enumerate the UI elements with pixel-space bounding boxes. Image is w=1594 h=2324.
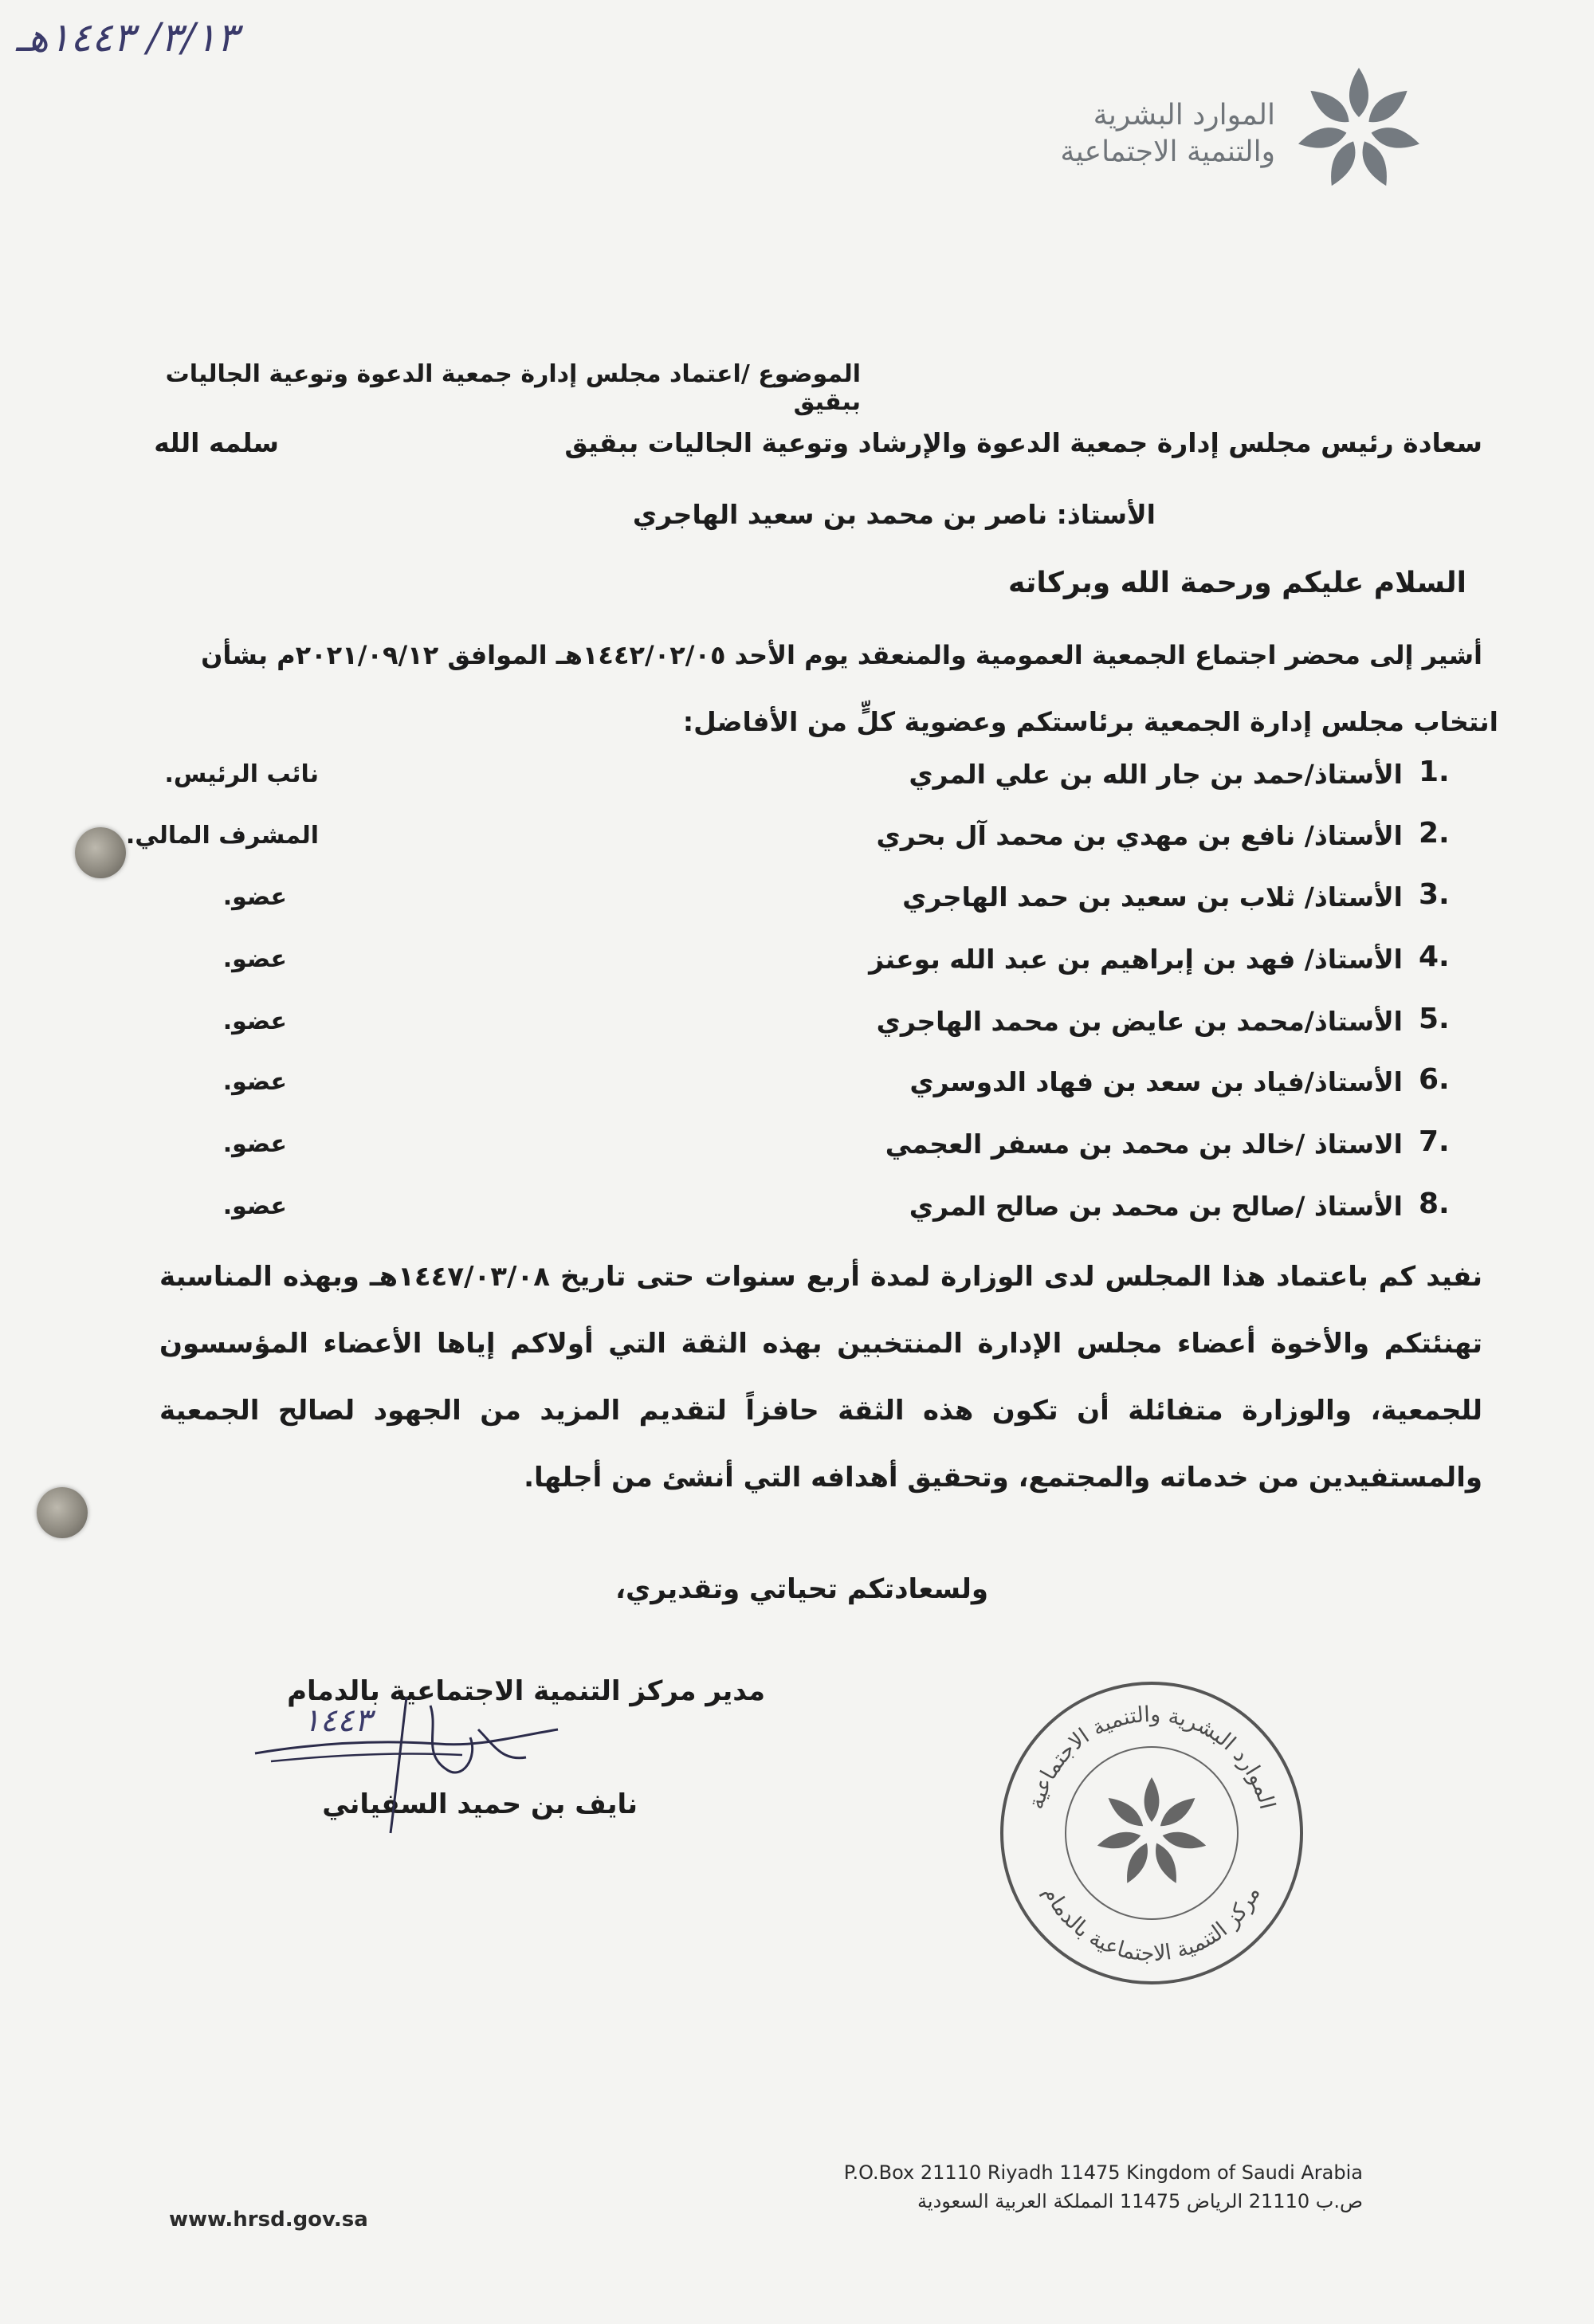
member-number: 5. bbox=[1419, 1003, 1450, 1035]
member-name: الأستاذ/محمد بن عايض بن محمد الهاجري bbox=[876, 1006, 1403, 1037]
member-number: 7. bbox=[1419, 1125, 1450, 1158]
member-number: 2. bbox=[1419, 817, 1450, 850]
member-role: عضو. bbox=[222, 1007, 287, 1035]
handwritten-reference: ٣/١٣/ ١٤٤٣هـ bbox=[16, 14, 238, 61]
member-row-6 bbox=[0, 1063, 1594, 1111]
greeting: السلام عليكم ورحمة الله وبركاته bbox=[1008, 567, 1466, 599]
stamp-outer-bottom: مركز التنمية الاجتماعية بالدمام bbox=[1038, 1882, 1266, 1967]
closing-line: ولسعادتكم تحياتي وتقديري، bbox=[615, 1573, 988, 1605]
intro-line-2: انتخاب مجلس إدارة الجمعية برئاستكم وعضوية كلٍّ من الأفاضل: bbox=[682, 706, 1498, 737]
logo-line-2: والتنمية الاجتماعية bbox=[1060, 135, 1275, 168]
footer-address bbox=[757, 2158, 1363, 2216]
member-row-2 bbox=[0, 817, 1594, 865]
member-number: 3. bbox=[1419, 878, 1450, 911]
intro-line-1: أشير إلى محضر اجتماع الجمعية العمومية والمنعقد يوم الأحد ١٤٤٢/٠٢/٠٥هـ الموافق ٢٠٢١/٠٩/١٢م بشأن bbox=[201, 640, 1482, 670]
footer-website[interactable]: www.hrsd.gov.sa bbox=[169, 2208, 368, 2232]
member-role: عضو. bbox=[222, 883, 287, 911]
addressee-name: الأستاذ: ناصر بن محمد بن سعيد الهاجري bbox=[632, 499, 1156, 530]
footer-address-en: P.O.Box 21110 Riyadh 11475 Kingdom of Saudi Arabia bbox=[843, 2161, 1363, 2184]
member-row-4 bbox=[0, 940, 1594, 988]
member-name: الأستاذ /صالح بن محمد بن صالح المري bbox=[909, 1191, 1403, 1222]
footer-address-ar: ص.ب 21110 الرياض 11475 المملكة العربية السعودية bbox=[917, 2190, 1363, 2212]
subject-line: الموضوع /اعتماد مجلس إدارة جمعية الدعوة وتوعية الجاليات ببقيق bbox=[165, 360, 861, 416]
official-stamp bbox=[992, 1674, 1311, 1992]
logo-line-1: الموارد البشرية bbox=[1093, 99, 1275, 132]
punch-hole-top bbox=[75, 827, 126, 878]
salutation-side: سلمه الله bbox=[154, 427, 279, 458]
member-role: عضو. bbox=[222, 1068, 287, 1096]
member-name: الأستاذ/ ثلاب بن سعيد بن حمد الهاجري bbox=[902, 881, 1403, 913]
member-name: الاستاذ /خالد بن محمد بن مسفر العجمي bbox=[885, 1129, 1403, 1160]
member-role: عضو. bbox=[222, 1130, 287, 1158]
member-role: عضو. bbox=[222, 945, 287, 973]
member-role: عضو. bbox=[222, 1192, 287, 1220]
member-row-8 bbox=[0, 1188, 1594, 1235]
addressee-title: سعادة رئيس مجلس إدارة جمعية الدعوة والإرشاد وتوعية الجاليات ببقيق bbox=[564, 427, 1482, 458]
handwritten-signature bbox=[239, 1682, 590, 1849]
member-role: المشرف المالي. bbox=[125, 822, 319, 850]
signatory-name: نايف بن حميد السفياني bbox=[322, 1788, 638, 1820]
member-row-7 bbox=[0, 1125, 1594, 1173]
punch-hole-bottom bbox=[37, 1487, 88, 1538]
signature-date-handwritten: ١٤٤٣ bbox=[303, 1702, 371, 1739]
member-row-1 bbox=[0, 756, 1594, 803]
member-name: الأستاذ/حمد بن جار الله بن علي المري bbox=[909, 759, 1403, 790]
body-paragraph: نفيد كم باعتماد هذا المجلس لدى الوزارة لمدة أربع سنوات حتى تاريخ ١٤٤٧/٠٣/٠٨هـ وبهذه المناسبة تهنئتكم والأخوة أعضاء مجلس الإدارة المنتخبين بهذه الثقة التي أولاكم إياها الأعضاء المؤسسون للجمعية، والوزارة متفائلة أن تكون هذه الثقة حافزاً لتقديم المزيد من الجهود لصالح الجمعية والمستفيدين من خدماته والمجتمع، وتحقيق أهدافه التي أنشئ من أجلها. bbox=[159, 1261, 1482, 1494]
ministry-logo-text bbox=[996, 97, 1275, 171]
member-number: 8. bbox=[1419, 1188, 1450, 1220]
hrsd-star-icon bbox=[1275, 62, 1443, 198]
member-row-5 bbox=[0, 1003, 1594, 1050]
member-number: 1. bbox=[1419, 756, 1450, 788]
stamp-star-icon bbox=[1096, 1777, 1208, 1886]
member-role: نائب الرئيس. bbox=[164, 760, 319, 788]
member-name: الأستاذ/ فهد بن إبراهيم بن عبد الله بوعنز bbox=[869, 944, 1403, 975]
member-name: الأستاذ/ نافع بن مهدي بن محمد آل بحري bbox=[876, 820, 1403, 851]
signatory-title: مدير مركز التنمية الاجتماعية بالدمام bbox=[287, 1675, 765, 1707]
member-number: 4. bbox=[1419, 940, 1450, 973]
member-name: الأستاذ/فياد بن سعد بن فهاد الدوسري bbox=[909, 1066, 1403, 1097]
member-row-3 bbox=[0, 878, 1594, 926]
stamp-outer-top: الموارد البشرية والتنمية الاجتماعية bbox=[1023, 1702, 1280, 1812]
member-number: 6. bbox=[1419, 1063, 1450, 1096]
